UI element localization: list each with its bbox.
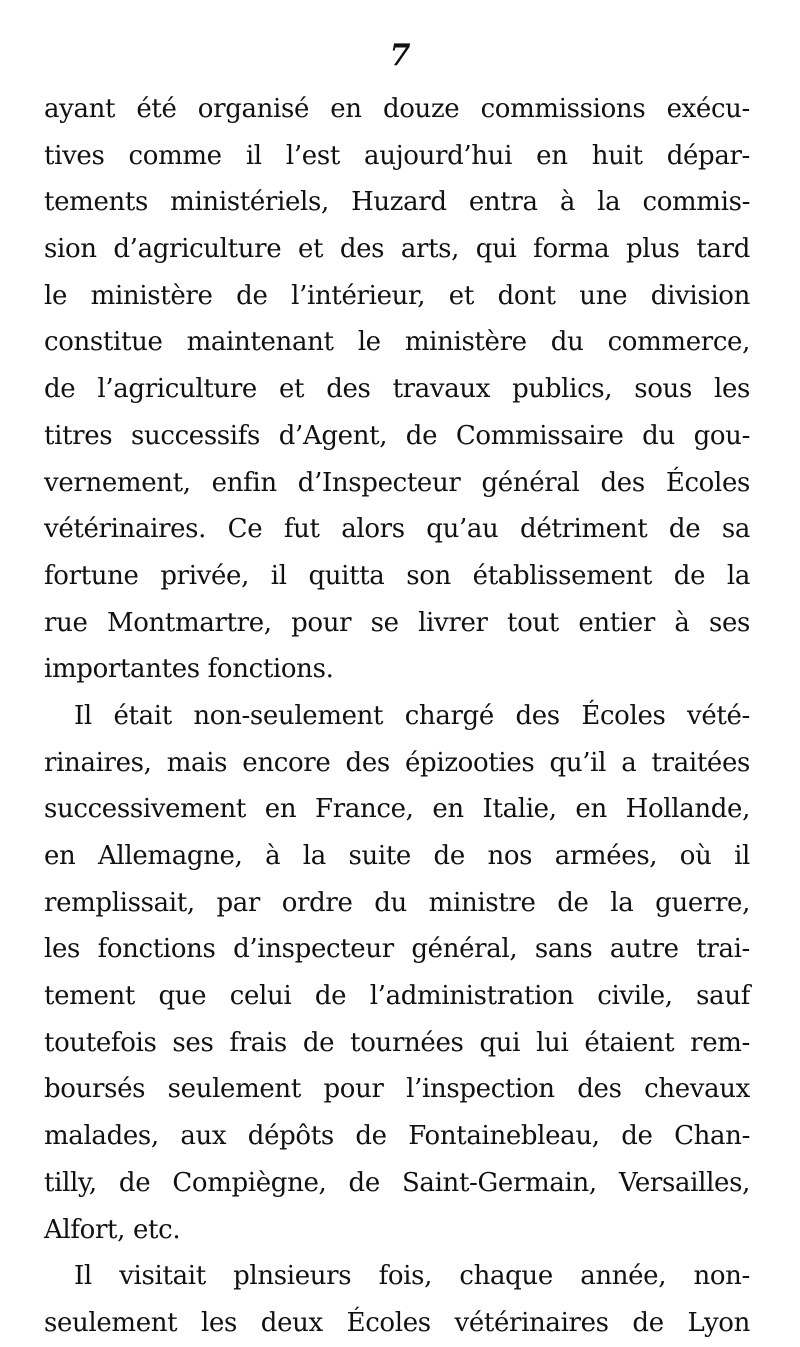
text-line: Il était non-seulement chargé des Écoles vété- bbox=[74, 700, 750, 731]
text-line: de l’agriculture et des travaux publics, sous les bbox=[44, 374, 750, 405]
text-line: seulement les deux Écoles vétérinaires de Lyon bbox=[44, 1307, 750, 1338]
text-line: Il visitait plnsieurs fois, chaque année, non- bbox=[74, 1261, 750, 1292]
body-text bbox=[44, 86, 750, 1347]
text-line: tement que celui de l’administration civile, sauf bbox=[44, 981, 750, 1012]
text-line: successivement en France, en Italie, en Hollande, bbox=[44, 794, 750, 825]
text-line: tives comme il l’est aujourd’hui en huit dépar- bbox=[44, 140, 750, 171]
text-line: boursés seulement pour l’inspection des chevaux bbox=[44, 1074, 750, 1105]
text-line: titres successifs d’Agent, de Commissaire du gou- bbox=[44, 420, 750, 451]
text-line: vernement, enfin d’Inspecteur général des Écoles bbox=[44, 467, 750, 498]
text-line: en Allemagne, à la suite de nos armées, où il bbox=[44, 841, 750, 871]
text-line: importantes fonctions. bbox=[44, 654, 334, 685]
text-line: ayant été organisé en douze commissions exécu- bbox=[44, 94, 750, 124]
text-line: Alfort, etc. bbox=[44, 1214, 181, 1245]
text-line: tements ministériels, Huzard entra à la commis- bbox=[44, 187, 750, 218]
text-line: vétérinaires. Ce fut alors qu’au détriment de sa bbox=[44, 514, 750, 545]
text-line: rue Montmartre, pour se livrer tout entier à ses bbox=[44, 607, 750, 638]
text-line: malades, aux dépôts de Fontainebleau, de Chan- bbox=[44, 1121, 750, 1152]
text-line: rinaires, mais encore des épizooties qu’il a traitées bbox=[44, 747, 750, 778]
page-number: 7 bbox=[389, 38, 411, 73]
text-line: tilly, de Compiègne, de Saint-Germain, Versailles, bbox=[44, 1167, 750, 1198]
text-line: sion d’agriculture et des arts, qui forma plus tard bbox=[44, 234, 750, 265]
text-line: le ministère de l’intérieur, et dont une division bbox=[44, 280, 750, 311]
text-line: remplissait, par ordre du ministre de la guerre, bbox=[44, 887, 750, 918]
text-line: fortune privée, il quitta son établissement de la bbox=[44, 560, 750, 591]
text-line: toutefois ses frais de tournées qui lui étaient rem- bbox=[44, 1027, 750, 1058]
text-line: constitue maintenant le ministère du commerce, bbox=[44, 327, 750, 358]
text-line: les fonctions d’inspecteur général, sans autre trai- bbox=[44, 934, 750, 965]
